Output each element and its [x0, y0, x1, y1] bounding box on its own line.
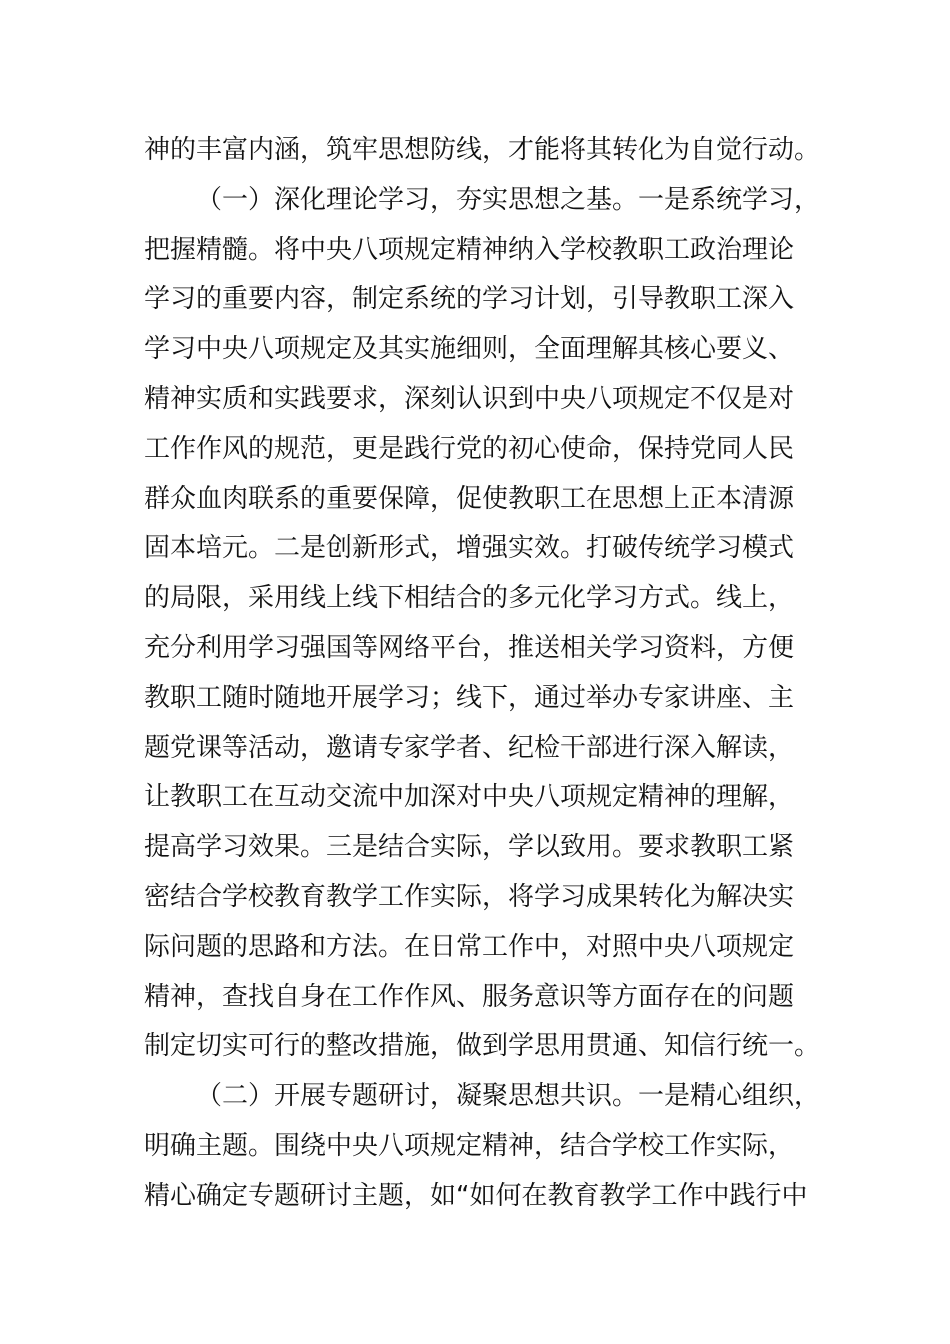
paragraph-start-line: （二）开展专题研讨，凝聚思想共识。一是精心组织， — [196, 1081, 821, 1112]
text-line: 际问题的思路和方法。在日常工作中，对照中央八项规定 — [144, 931, 795, 962]
text-line: 精心确定专题研讨主题，如“如何在教育教学工作中践行中 — [144, 1180, 808, 1211]
text-line: 的局限，采用线上线下相结合的多元化学习方式。线上， — [144, 583, 795, 614]
text-line: 神的丰富内涵，筑牢思想防线，才能将其转化为自觉行动。 — [144, 135, 821, 165]
text-line: 制定切实可行的整改措施，做到学思用贯通、知信行统一。 — [144, 1031, 821, 1062]
text-line: 精神实质和实践要求，深刻认识到中央八项规定不仅是对 — [144, 383, 795, 414]
text-line: 密结合学校教育教学工作实际，将学习成果转化为解决实 — [144, 881, 795, 912]
text-line: 固本培元。二是创新形式，增强实效。打破传统学习模式 — [144, 533, 795, 564]
text-line: 提高学习效果。三是结合实际，学以致用。要求教职工紧 — [144, 832, 795, 863]
text-line: 教职工随时随地开展学习；线下，通过举办专家讲座、主 — [144, 682, 795, 713]
text-line: 工作作风的规范，更是践行党的初心使命，保持党同人民 — [144, 433, 795, 464]
paragraph-start-line: （一）深化理论学习，夯实思想之基。一是系统学习， — [196, 184, 821, 215]
text-line: 精神，查找自身在工作作风、服务意识等方面存在的问题 — [144, 981, 795, 1012]
text-line: 学习中央八项规定及其实施细则，全面理解其核心要义、 — [144, 334, 795, 365]
text-line: 群众血肉联系的重要保障，促使教职工在思想上正本清源 — [144, 483, 795, 514]
text-line: 把握精髓。将中央八项规定精神纳入学校教职工政治理论 — [144, 234, 795, 265]
text-line: 题党课等活动，邀请专家学者、纪检干部进行深入解读， — [144, 732, 795, 763]
text-line: 明确主题。围绕中央八项规定精神，结合学校工作实际， — [144, 1130, 795, 1161]
text-line: 学习的重要内容，制定系统的学习计划，引导教职工深入 — [144, 284, 795, 315]
text-line: 让教职工在互动交流中加深对中央八项规定精神的理解， — [144, 782, 795, 813]
text-line: 充分利用学习强国等网络平台，推送相关学习资料，方便 — [144, 632, 795, 663]
body-text — [144, 126, 824, 1222]
